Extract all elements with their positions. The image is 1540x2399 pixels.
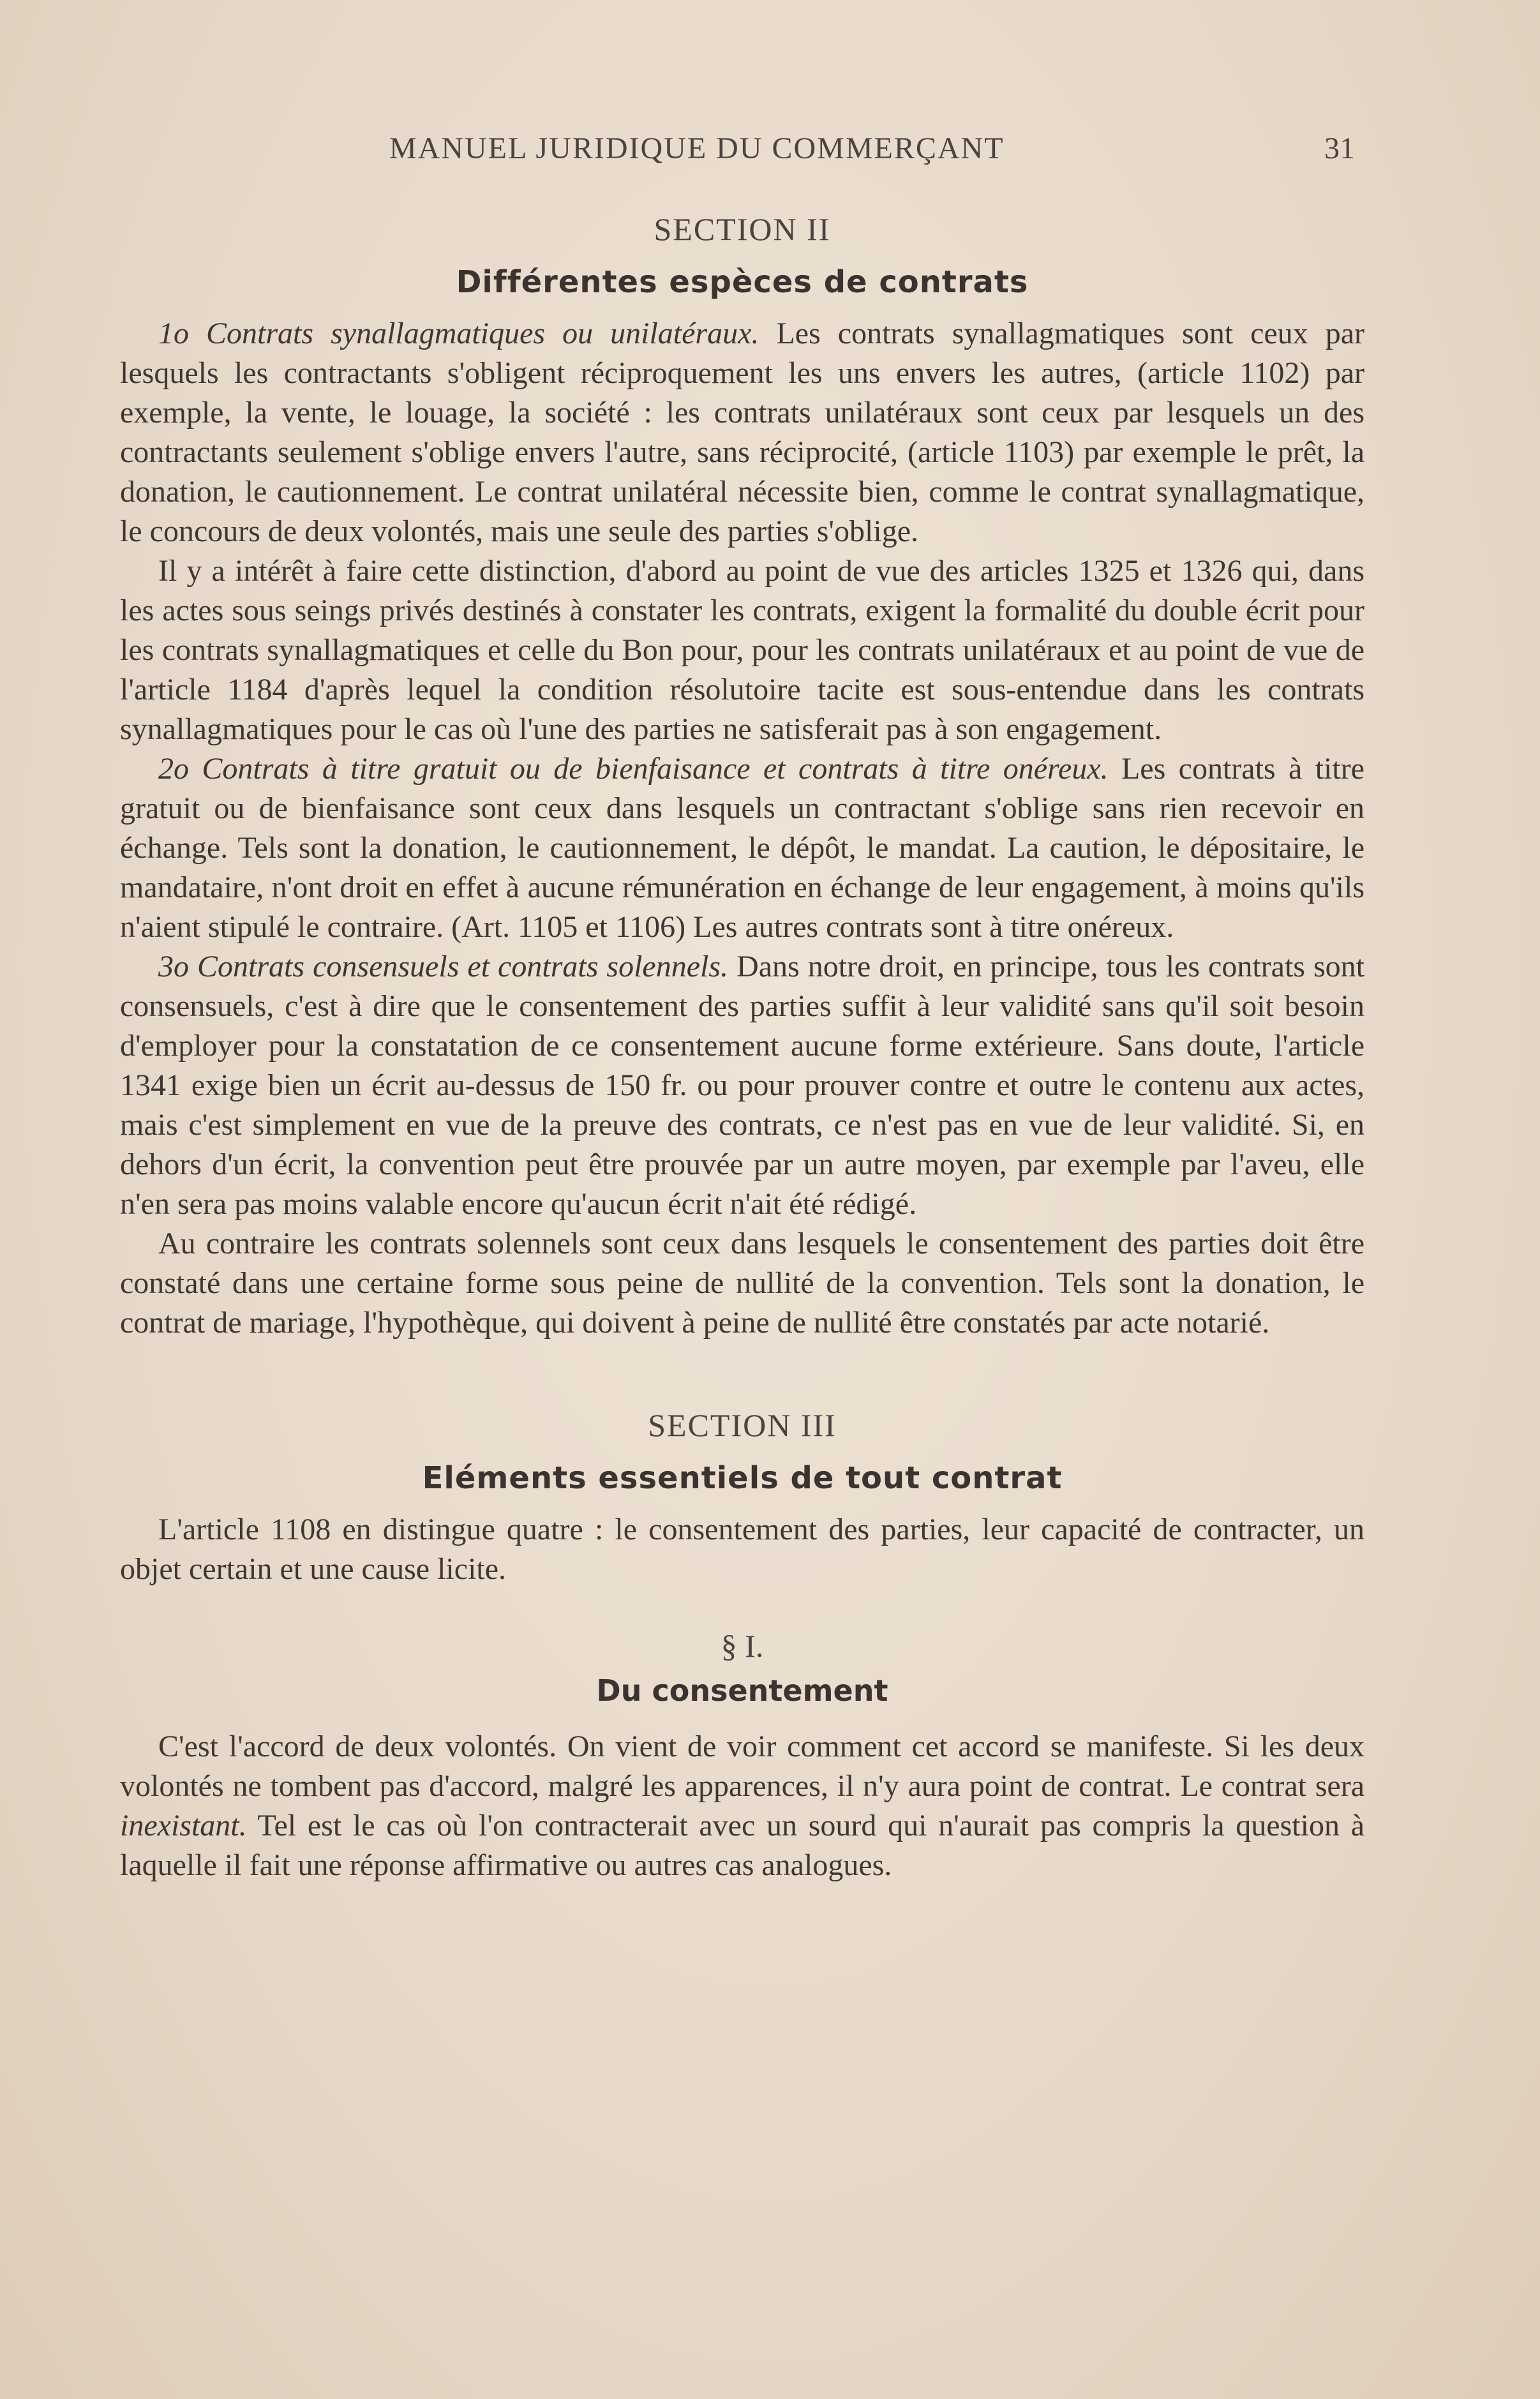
section-title: Différentes espèces de contrats	[456, 264, 1029, 300]
running-header	[0, 131, 1540, 169]
subsection-sign: § I.	[721, 1628, 764, 1664]
paragraph	[120, 1224, 1364, 1343]
section-2	[120, 211, 1364, 1343]
paragraph-text: Les contrats à titre gratuit ou de bienfaisance sont ceux dans lesquels un contractant s'oblige sans rien recevoir en échange. Tels sont la donation, le cautionnement, le dépôt, le mandat. La caution, le dépositaire, le mandataire, n'ont droit en effet à aucune rémunération en échange de leur engagement, à moins qu'ils n'aient stipulé le contraire. (Art. 1105 et 1106) Les autres contrats sont à titre onéreux.	[120, 752, 1364, 944]
paragraph-text: Il y a intérêt à faire cette distinction, d'abord au point de vue des articles 1325 et 1326 qui, dans les actes sous seings privés destinés à constater les contrats, exigent la formalité du double écrit pour les contrats synallagmatiques et celle du Bon pour, pour les contrats unilatéraux et au point de vue de l'article 1184 d'après lequel la condition résolutoire tacite est sous-entendue dans les contrats synallagmatiques pour le cas où l'une des parties ne satisferait pas à son engagement.	[120, 554, 1364, 746]
paragraph	[120, 551, 1364, 749]
paragraph-lead: 2o Contrats à titre gratuit ou de bienfaisance et contrats à titre onéreux.	[158, 752, 1109, 786]
section-label: SECTION III	[648, 1407, 837, 1443]
paragraph-text: Les contrats synallagmatiques sont ceux par lesquels les contractants s'obligent réciproquement les uns envers les autres, (article 1102) par exemple, la vente, le louage, la société : les contrats unilatéraux sont ceux par lesquels un des contractants seulement s'oblige envers l'autre, sans réciprocité, (article 1103) par exemple le prêt, la donation, le cautionnement. Le contrat unilatéral nécessite bien, comme le contrat synallagmatique, le concours de deux volontés, mais une seule des parties s'oblige.	[120, 317, 1364, 548]
paragraph	[120, 749, 1364, 947]
paragraph-text: Au contraire les contrats solennels sont ceux dans lesquels le consentement des parties doit être constaté dans une certaine forme sous peine de nullité de la convention. Tels sont la donation, le contrat de mariage, l'hypothèque, qui doivent à peine de nullité être constatés par acte notarié.	[120, 1227, 1364, 1340]
paragraph-text: C'est l'accord de deux volontés. On vient de voir comment cet accord se manifeste. Si les deux volontés ne tombent pas d'accord, malgré les apparences, il n'y aura point de contrat. Le contrat sera	[120, 1730, 1364, 1803]
paragraph-lead: 1o Contrats synallagmatiques ou unilatéraux.	[158, 317, 759, 350]
paragraph-lead: 3o Contrats consensuels et contrats solennels.	[158, 950, 729, 983]
paragraph: L'article 1108 en distingue quatre : le consentement des parties, leur capacité de contracter, un objet certain et une cause licite.	[120, 1513, 1364, 1586]
section-label: SECTION II	[654, 211, 831, 247]
paragraph	[120, 947, 1364, 1224]
paragraph	[120, 314, 1364, 551]
emphasis-text: inexistant.	[120, 1809, 247, 1842]
section-3	[120, 1407, 1364, 1885]
page-number: 31	[1324, 131, 1355, 165]
paragraph-text: Dans notre droit, en principe, tous les contrats sont consensuels, c'est à dire que le consentement des parties suffit à leur validité sans qu'il soit besoin d'employer pour la constatation de ce consentement aucune forme extérieure. Sans doute, l'article 1341 exige bien un écrit au-dessus de 150 fr. ou pour prouver contre et outre le contenu aux actes, mais c'est simplement en vue de la preuve des contrats, ce n'est pas en vue de leur validité. Si, en dehors d'un écrit, la convention peut être prouvée par un autre moyen, par exemple par l'aveu, elle n'en sera pas moins valable encore qu'aucun écrit n'ait été rédigé.	[120, 950, 1365, 1221]
paragraph-text: Tel est le cas où l'on contracterait avec un sourd qui n'aurait pas compris la question à laquelle il fait une réponse affirmative ou autres cas analogues.	[120, 1809, 1364, 1882]
paragraph	[120, 1727, 1364, 1885]
section-title: Eléments essentiels de tout contrat	[422, 1460, 1063, 1496]
subsection-title: Du consentement	[596, 1673, 888, 1708]
page-body	[120, 211, 1364, 1885]
running-title: MANUEL JURIDIQUE DU COMMERÇANT	[389, 131, 1005, 165]
